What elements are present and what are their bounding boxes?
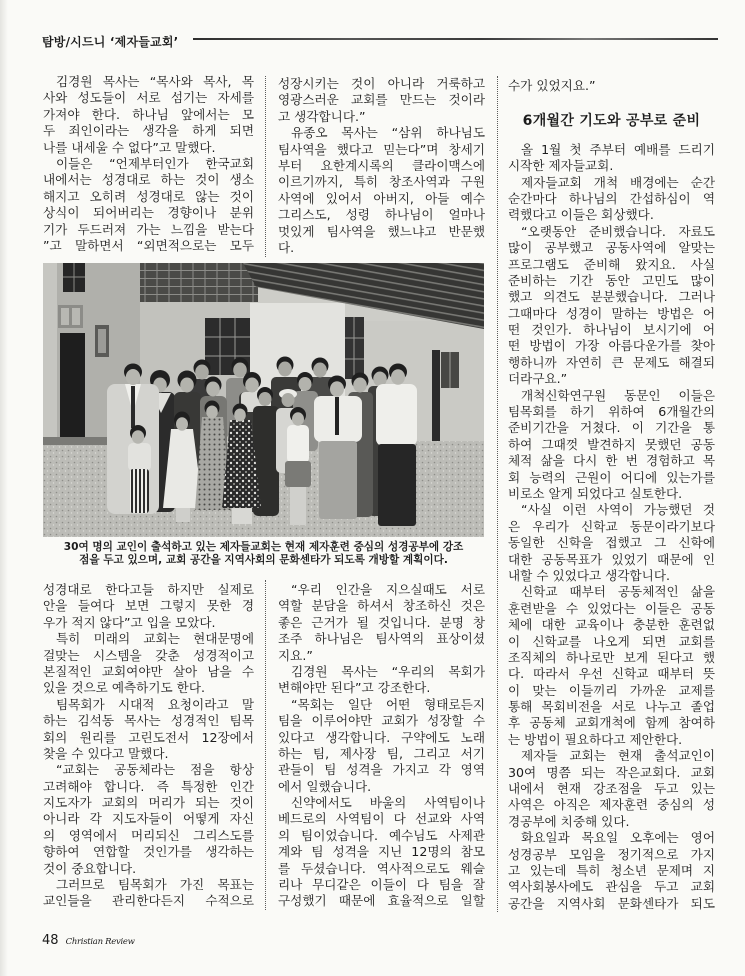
text-line: 다. 따라서 우선 신학교 때부터 뜻 — [508, 666, 715, 682]
text-line: 계와 팀 성격을 지닌 12명의 참모 — [278, 844, 485, 860]
section-heading: 6개월간 기도와 공부로 준비 — [522, 113, 701, 130]
text-line: 유종오 목사는 “삼위 하나님도 — [291, 125, 485, 141]
text-line: 이들은 “언제부터인가 한국교회 — [56, 155, 254, 171]
text-line: 했고 의견도 분분했습니다. 그러나 — [508, 289, 715, 305]
text-line: 성장시키는 것이 아니라 거룩하고 — [278, 76, 485, 91]
text-line: 가져야 한다. 하나님 앞에서는 모 — [43, 106, 254, 122]
text-line: 그리스도, 성령 하나님이 얼마나 — [278, 207, 485, 223]
text-line: 의 팀이었습니다. 예수님도 사제관 — [278, 827, 485, 843]
running-header — [42, 31, 179, 49]
column-2-top — [278, 76, 485, 256]
text-line: 나를 내세울 수 없다”고 말했다. — [43, 139, 216, 155]
text-line: 신학교 때부터 공동체적인 삶을 — [521, 584, 715, 600]
text-line: ”고 말하면서 “외면적으로는 모두 — [43, 237, 254, 253]
text-line: 팀사역을 했다고 믿는다”며 창세기 — [278, 141, 485, 157]
text-line: “우리 인간을 지으실때도 서로 — [291, 582, 485, 597]
text-line: “교회는 공동체라는 점을 항상 — [56, 762, 254, 778]
church-group-photo-image — [43, 263, 484, 537]
text-line: 화요일과 목요일 오후에는 영어 — [521, 830, 715, 846]
text-line: 있다고 생각합니다. 구약에도 노래 — [278, 729, 485, 745]
text-line: 더라구요.” — [508, 371, 568, 387]
column-divider — [265, 580, 266, 910]
text-line: 30여 명쯤 되는 작은교회다. 교회 — [508, 764, 715, 780]
text-line: 개척신학연구원 동문인 이들은 — [521, 387, 715, 403]
text-line: 회의 원리를 고린도전서 12장에서 — [43, 729, 254, 745]
caption-line: 점을 두고 있으며, 교회 공간을 지역사회의 문화센타가 되도록 개방할 계획이다. — [79, 554, 448, 566]
text-line: “오랫동안 준비했습니다. 자료도 — [521, 223, 715, 239]
text-line: 제자들교회 개척 배경에는 순간 — [521, 174, 715, 190]
text-line: 훈련받을 수 있었다는 이들은 공동 — [508, 600, 715, 616]
text-line: 향하여 연합할 것인가를 생각하는 — [43, 844, 254, 860]
text-line: 회 능력의 근원이 어디에 있는가를 — [508, 469, 715, 485]
text-line: 구성했기 때문에 효율적으로 일할 — [278, 893, 485, 909]
section-label: 탐방/시드니 ‘제자들교회’ — [42, 35, 179, 49]
text-line: 관들이 팀 성격을 가지고 각 영역 — [278, 762, 485, 778]
column-3 — [508, 78, 715, 912]
text-line: 하는 김석동 목사는 성경적인 팀목 — [43, 713, 254, 729]
column-3-intro — [508, 78, 715, 94]
text-line: 시작한 제자들교회. — [508, 158, 614, 174]
text-line: 다. — [278, 239, 295, 255]
text-line: 조주 하나님은 팀사역의 표상이셨 — [278, 631, 485, 647]
text-line: 비로소 알게 되었다고 실토한다. — [508, 485, 683, 501]
text-line: 하여 그때껏 발견하지 못했던 공동 — [508, 436, 715, 452]
photo-caption — [43, 541, 484, 567]
caption-line: 30여 명의 교인이 출석하고 있는 제자들교회는 현재 제자훈련 중심의 성경공부에 강조 — [63, 541, 464, 553]
text-line: 내에서는 성경대로 하는 것이 생소 — [43, 172, 254, 188]
text-line: 김경원 목사는 “목사와 목사, 목 — [56, 74, 254, 89]
text-line: 이르기까지, 특히 창조사역과 구원 — [278, 174, 485, 190]
text-line: 리나 무디같은 이들이 다 팀을 잘 — [278, 877, 485, 893]
column-divider — [265, 76, 266, 257]
text-line: 체에 대한 교육이나 충분한 훈련없 — [508, 617, 715, 633]
text-line: 행하니까 자연히 큰 문제도 해결되 — [508, 354, 715, 370]
magazine-name: Christian Review — [65, 937, 135, 947]
text-line: 사역에 있어서 아버지, 아들 예수 — [278, 190, 485, 206]
text-line: 는 방법이 필요하다고 제안한다. — [508, 731, 683, 747]
text-line: 영광스러운 교회를 만드는 것이라 — [278, 92, 485, 108]
text-line: 본질적인 교회여야만 살아 남을 수 — [43, 663, 254, 679]
text-line: 조직체의 하나로만 보게 된다고 했 — [508, 649, 715, 665]
text-line: 팀을 이루어야만 교회가 성장할 수 — [278, 713, 485, 729]
text-line: 내에서 현재 강조점을 두고 있는 — [508, 781, 715, 797]
text-line: 에서 일했습니다. — [278, 778, 372, 794]
page-number: 48 — [42, 933, 59, 948]
text-line: 특히 미래의 교회는 현대문명에 — [56, 631, 254, 647]
text-line: 올 1월 첫 주부터 예배를 드리기 — [521, 141, 715, 157]
text-line: 성경공부 모임을 정기적으로 가지 — [508, 846, 715, 862]
text-line: 은 우리가 신학교 동문이라기보다 — [508, 518, 715, 534]
text-line: 지요.” — [278, 647, 313, 663]
text-line: 후 공동체 교회개척에 함께 참여하 — [508, 715, 715, 731]
text-line: 프로그램도 준비해 왔지요. 사실 — [508, 256, 715, 272]
text-line: 하는 팀, 제사장 팀, 그리고 서기 — [278, 745, 485, 761]
text-line: 이 신학교를 나오게 되면 교회를 — [508, 633, 715, 649]
text-line: 팀목회를 하기 위하여 6개월간의 — [508, 404, 715, 420]
column-divider — [497, 76, 498, 912]
text-line: “사실 이런 사역이 가능했던 것 — [521, 502, 715, 518]
text-line: 동일한 신학을 접했고 그 신학에 — [508, 535, 715, 551]
text-line: 안을 들여다 보면 그렇지 못한 경 — [43, 598, 254, 614]
text-line: 팀목회가 시대적 요청이라고 말 — [56, 696, 254, 712]
text-line: 역할 분담을 하셔서 창조하신 것은 — [278, 598, 485, 614]
text-line: 고 생각합니다.” — [278, 108, 366, 124]
text-line: 떤 것인가. 하나님이 보시기에 어 — [508, 322, 715, 338]
text-line: 공간을 지역사회 문화센타가 되도 — [508, 895, 715, 911]
text-line: 이 맞는 이들끼리 가까운 교제를 — [508, 682, 715, 698]
text-line: 대한 공동목표가 있었기 때문에 인 — [508, 551, 715, 567]
text-line: 우가 적지 않다”고 입을 모았다. — [43, 614, 216, 630]
text-line: 찾을 수 있다고 말했다. — [43, 745, 169, 761]
text-line: 지도자가 교회의 머리가 되는 것이 — [43, 795, 254, 811]
text-line: 내할 수 있었다고 생각합니다. — [508, 567, 670, 583]
text-line: 그때마다 성경이 말하는 방법은 어 — [508, 305, 715, 321]
text-line: 의 영역에서 머리되신 그리스도를 — [43, 827, 254, 843]
text-line: 좋은 근거가 될 것입니다. 분명 창 — [278, 614, 485, 630]
text-line: 그러므로 팀목회가 가진 목표는 — [56, 877, 254, 893]
column-2-bottom — [278, 582, 485, 910]
text-line: 것이 중요합니다. — [43, 860, 137, 876]
text-line: 준비기간을 거쳤다. 이 기간을 통 — [508, 420, 715, 436]
text-line: 상식이 되어버리는 경향이나 분위 — [43, 205, 254, 221]
text-line: 있을 것으로 예측하기도 한다. — [43, 680, 205, 696]
text-line: 역사회봉사에도 관심을 두고 교회 — [508, 879, 715, 895]
text-line: 순간마다 하나님의 간섭하심이 역 — [508, 190, 715, 206]
column-3-body — [508, 142, 715, 912]
text-line: 떤 방법이 가장 아름다운가를 찾아 — [508, 338, 715, 354]
scan-edge-shadow — [0, 0, 8, 976]
text-line: 해지고 오히려 성경대로 않는 것이 — [43, 188, 254, 204]
header-rule — [193, 38, 718, 40]
text-line: 경공부에 치중해 있다. — [508, 813, 630, 829]
text-line: 고 있는데 특히 청소년 문제며 지 — [508, 862, 715, 878]
column-1-top — [43, 74, 254, 254]
text-line: 두 죄인이라는 생각을 하게 되면 — [43, 123, 254, 139]
text-line: 제자들 교회는 현재 출석교인이 — [521, 748, 715, 764]
text-line: 신약에서도 바울의 사역팀이나 — [291, 795, 485, 811]
text-line: 고려해야 합니다. 즉 특정한 인간 — [43, 778, 254, 794]
text-line: 베드로의 사역팀이 다 선교와 사역 — [278, 811, 485, 827]
page-footer — [42, 929, 135, 948]
text-line: 통해 목회비전을 서로 나누고 졸업 — [508, 699, 715, 715]
text-line: 아니라 각 지도자들이 어떻게 자신 — [43, 811, 254, 827]
text-line: 김경원 목사는 “우리의 목회가 — [291, 663, 485, 679]
text-line: 력했다고 이들은 회상했다. — [508, 207, 654, 223]
text-line: 수가 있었지요.” — [508, 78, 596, 93]
text-line: 부터 요한계시록의 클라이맥스에 — [278, 157, 485, 173]
group-photo — [43, 263, 484, 537]
text-line: 성경대로 한다고들 하지만 실제로 — [43, 582, 254, 597]
text-line: 기가 두드러져 가는 느낌을 받는다 — [43, 221, 254, 237]
text-line: 걸맞는 시스템을 갖춘 성경적이고 — [43, 647, 254, 663]
text-line: 많이 공부했고 공동사역에 알맞는 — [508, 240, 715, 256]
text-line: 사역은 아직은 제자훈련 중심의 성 — [508, 797, 715, 813]
text-line: 준비하는 기간 동안 고민도 많이 — [508, 272, 715, 288]
text-line: 체적 삶을 다시 한 번 경험하고 목 — [508, 453, 715, 469]
text-line: “목회는 일단 어떤 형태로든지 — [291, 696, 485, 712]
text-line: 변해야만 된다”고 강조한다. — [278, 680, 431, 696]
text-line: 사와 성도들이 서로 섬기는 자세를 — [43, 90, 254, 106]
text-line: 를 두셨습니다. 역사적으로도 웨슬 — [278, 860, 485, 876]
text-line: 교인들을 관리한다든지 수적으로 — [43, 893, 254, 909]
column-1-bottom — [43, 582, 254, 910]
text-line: 멋있게 팀사역을 했느냐고 반문했 — [278, 223, 485, 239]
